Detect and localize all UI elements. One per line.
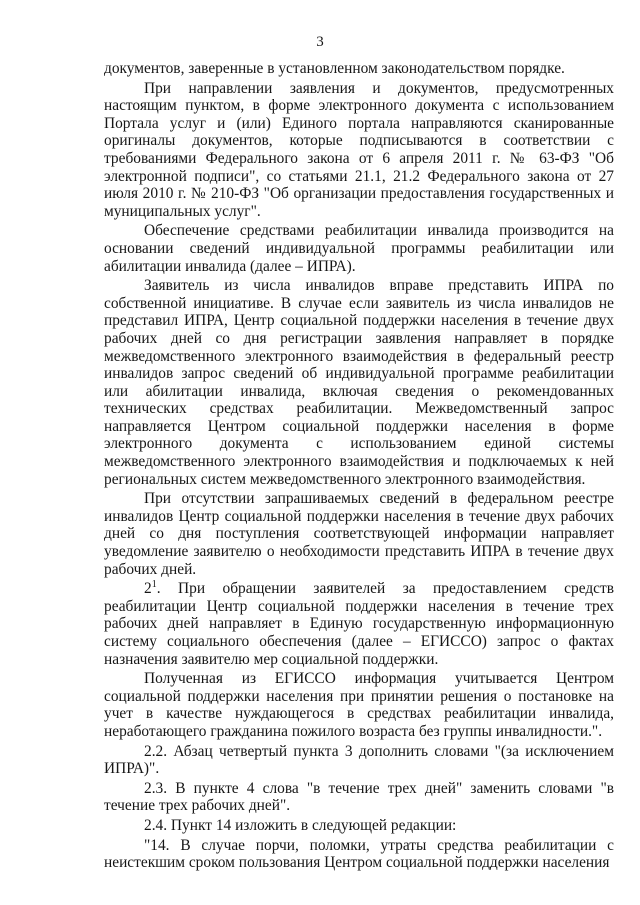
paragraph-egisso-info: Полученная из ЕГИССО информация учитывается Центром социальной поддержки населения при принятии решения о постановке на учет в качестве нуждающегося в средствах реабилитации инвалида, неработающего гражданина пожилого возраста без группы инвалидности.".: [104, 670, 614, 740]
paragraph-item-2-2: 2.2. Абзац четвертый пункта 3 дополнить словами "(за исключением ИПРА)".: [104, 742, 614, 778]
page-number: 3: [316, 34, 324, 50]
clause-text: . При обращении заявителей за предоставлением средств реабилитации Центр социальной поддержки населения в течение трех рабочих дней направляет в Единую государственную информационную систему социального обеспечения (далее – ЕГИССО) запрос о фактах назначения заявителю мер социальной поддержки.: [104, 580, 614, 668]
paragraph-ipra-absence: При отсутствии запрашиваемых сведений в федеральном реестре инвалидов Центр социальной поддержки населения в течение двух рабочих дней со дня поступления соответствующей информации направляет уведомление заявителю о необходимости представить ИПРА в течение двух рабочих дней.: [104, 490, 614, 578]
paragraph-clause-2-1: [104, 580, 614, 668]
clause-superscript: 1: [151, 579, 157, 591]
paragraph-item-2-3: 2.3. В пункте 4 слова "в течение трех дней" заменить словами "в течение трех рабочих дней".: [104, 779, 614, 815]
paragraph-item-14: "14. В случае порчи, поломки, утраты средства реабилитации с неистекшим сроком пользования Центром социальной поддержки населения: [104, 836, 614, 872]
paragraph-electronic-submission: При направлении заявления и документов, предусмотренных настоящим пунктом, в форме электронного документа с использованием Портала услуг и (или) Единого портала направляются сканированные оригиналы документов, которые подписываются в соответствии с требованиями Федерального закона от 6 апреля 2011 г. № 63-ФЗ "Об электронной подписи", со статьями 21.1, 21.2 Федерального закона от 27 июля 2010 г. № 210-ФЗ "Об организации предоставления государственных и муниципальных услуг".: [104, 79, 614, 220]
paragraph-continuation: документов, заверенные в установленном законодательством порядке.: [104, 60, 565, 77]
document-body: [104, 60, 614, 874]
clause-number: 2: [144, 580, 152, 598]
paragraph-item-2-4: 2.4. Пункт 14 изложить в следующей редакции:: [144, 816, 457, 834]
paragraph-ipra-basis: Обеспечение средствами реабилитации инвалида производится на основании сведений индивидуальной программы реабилитации или абилитации инвалида (далее – ИПРА).: [104, 222, 614, 275]
paragraph-ipra-request: Заявитель из числа инвалидов вправе представить ИПРА по собственной инициативе. В случае если заявитель из числа инвалидов не представил ИПРА, Центр социальной поддержки населения в течение двух рабочих дней со дня регистрации заявления направляет в порядке межведомственного электронного взаимодействия в федеральный реестр инвалидов запрос сведений об индивидуальной программе реабилитации или абилитации инвалида, включая сведения о рекомендованных технических средствах реабилитации. Межведомственный запрос направляется Центром социальной поддержки населения в форме электронного документа с использованием единой системы межведомственного электронного взаимодействия и подключаемых к ней региональных систем межведомственного электронного взаимодействия.: [104, 277, 614, 488]
